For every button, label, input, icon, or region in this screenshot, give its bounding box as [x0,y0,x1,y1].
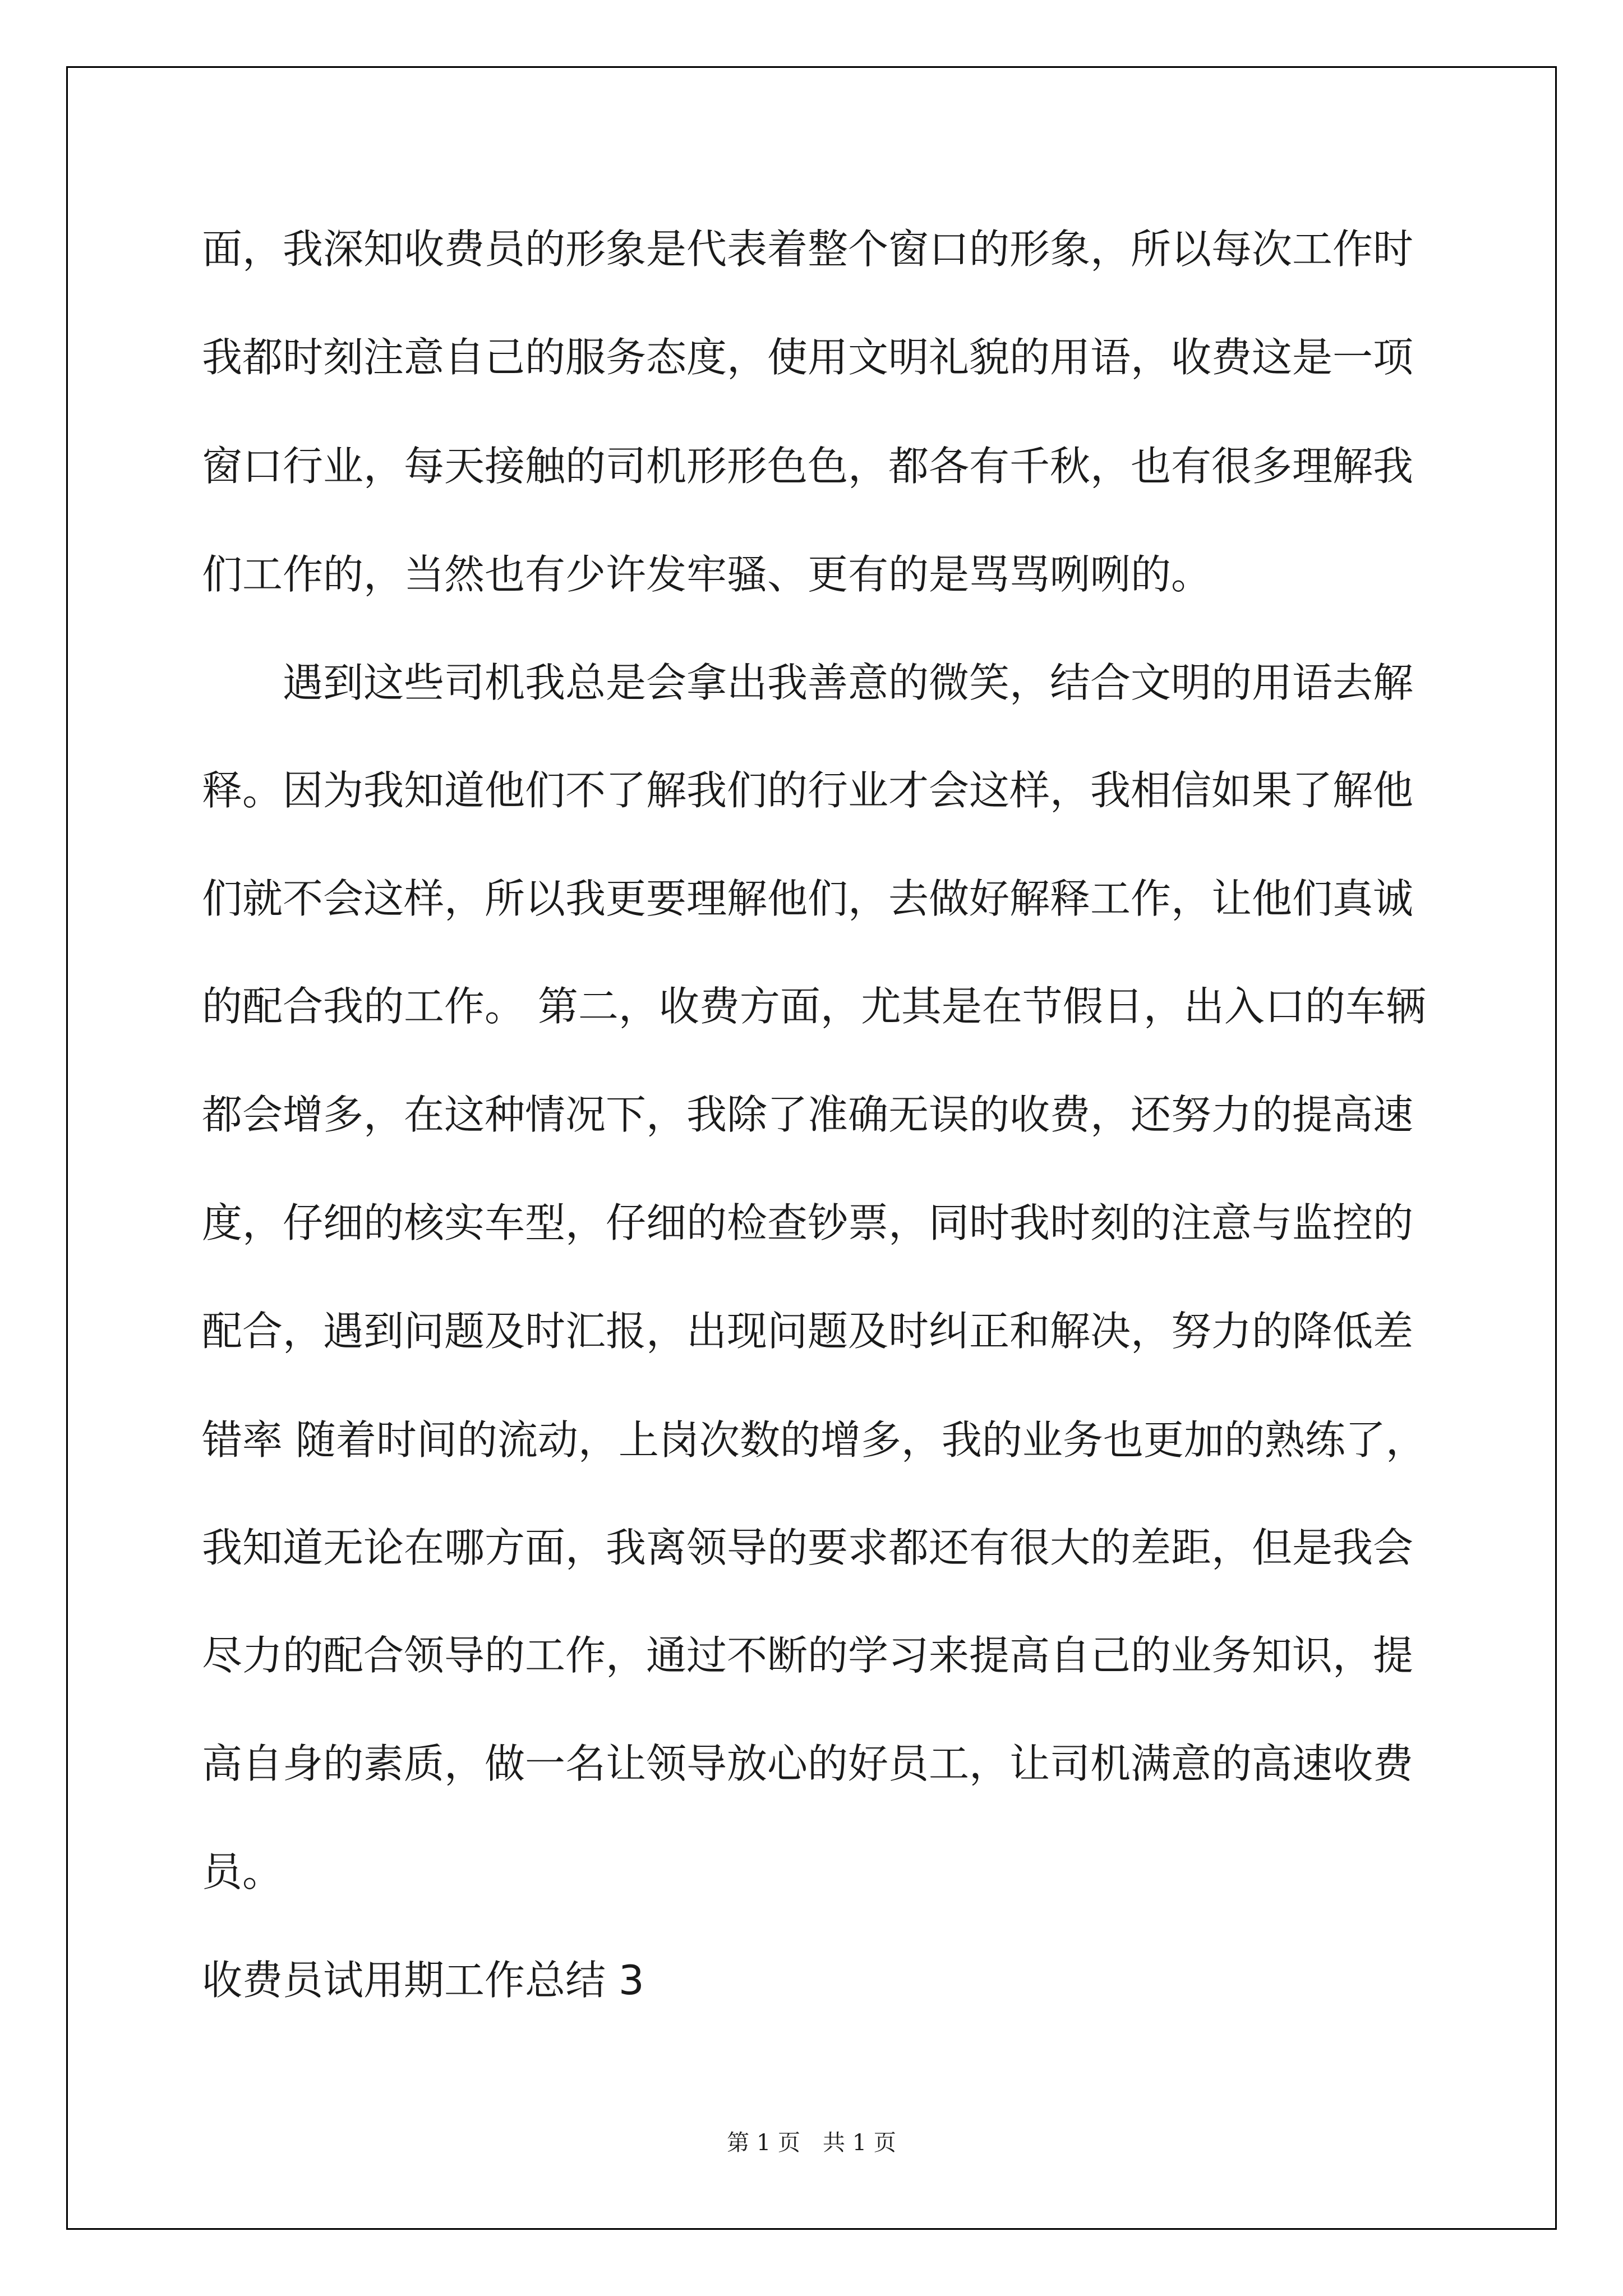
text-line: 窗口行业，每天接触的司机形形色色，都各有千秋，也有很多理解我 [202,443,1414,490]
section-heading: 收费员试用期工作总结 3 [202,1957,644,2004]
text-line: 员。 [202,1848,283,1895]
text-line: 释。因为我知道他们不了解我们的行业才会这样，我相信如果了解他 [202,767,1414,814]
text-line: 尽力的配合领导的工作，通过不断的学习来提高自己的业务知识，提 [202,1632,1414,1679]
text-line: 们就不会这样，所以我更要理解他们，去做好解释工作，让他们真诚 [202,875,1414,922]
text-line: 遇到这些司机我总是会拿出我善意的微笑，结合文明的用语去解 [202,659,1414,706]
text-line: 都会增多，在这种情况下，我除了准确无误的收费，还努力的提高速 [202,1091,1414,1138]
text-line: 配合，遇到问题及时汇报，出现问题及时纠正和解决，努力的降低差 [202,1308,1414,1355]
page-frame [66,66,1557,2230]
text-line: 们工作的，当然也有少许发牢骚、更有的是骂骂咧咧的。 [202,551,1212,598]
text-line: 面，我深知收费员的形象是代表着整个窗口的形象，所以每次工作时 [202,226,1414,273]
page-footer: 第 1 页 共 1 页 [727,2130,896,2156]
text-line: 高自身的素质，做一名让领导放心的好员工，让司机满意的高速收费 [202,1740,1414,1787]
text-line: 我知道无论在哪方面，我离领导的要求都还有很大的差距，但是我会 [202,1524,1414,1571]
text-line: 的配合我的工作。 第二，收费方面，尤其是在节假日，出入口的车辆 [202,983,1426,1030]
text-line: 我都时刻注意自己的服务态度，使用文明礼貌的用语，收费这是一项 [202,334,1414,381]
text-line: 错率 随着时间的流动，上岗次数的增多，我的业务也更加的熟练了， [202,1416,1426,1464]
text-line: 度，仔细的核实车型，仔细的检查钞票，同时我时刻的注意与监控的 [202,1199,1414,1246]
